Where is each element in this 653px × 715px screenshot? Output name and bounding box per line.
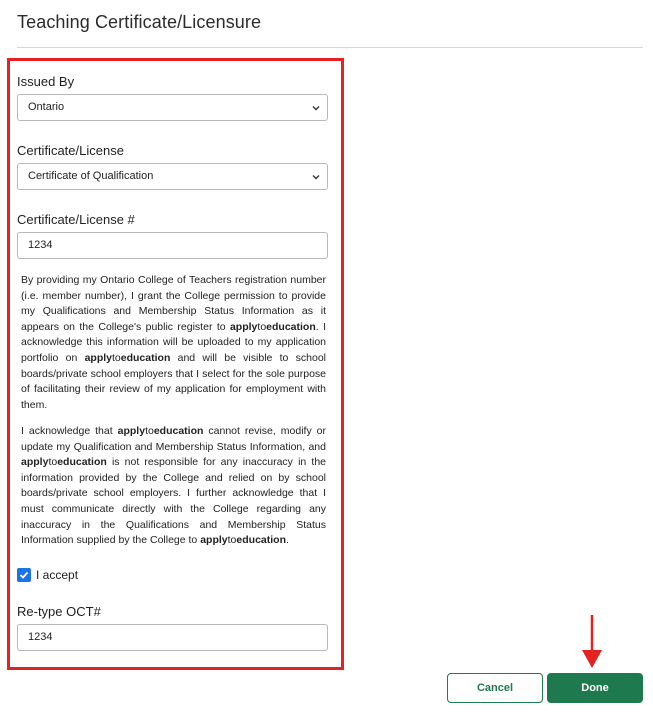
checkmark-icon [19,570,29,580]
license-number-input[interactable]: 1234 [17,232,328,259]
issued-by-value: Ontario [28,101,65,113]
title-divider [17,47,643,48]
cancel-button[interactable]: Cancel [447,673,543,703]
issued-by-label: Issued By [17,74,75,89]
accept-label: I accept [36,568,79,582]
accept-checkbox[interactable] [17,568,31,582]
license-number-label: Certificate/License # [17,212,135,227]
retype-oct-label: Re-type OCT# [17,604,101,619]
consent-paragraph-2: I acknowledge that applytoeducation cannot revise, modify or update my Qualification and Membership Status Information, and applytoeducation is not responsible for any inaccuracy in the information provided by the College and relied on by school boards/private school employers. I further acknowledge that I must communicate directly with the College regarding any inaccuracy in the Qualifications and Membership Status Information supplied by the College to applytoeducation. [21,425,326,547]
issued-by-select[interactable] [17,94,328,121]
arrow-down-icon [580,614,604,670]
certificate-label: Certificate/License [17,143,124,158]
page-title: Teaching Certificate/Licensure [17,12,262,32]
chevron-down-icon [311,103,321,113]
done-button[interactable]: Done [547,673,643,703]
retype-oct-input[interactable]: 1234 [17,624,328,651]
certificate-value: Certificate of Qualification [28,170,154,182]
certificate-select[interactable] [17,163,328,190]
chevron-down-icon [311,172,321,182]
consent-paragraph-1: By providing my Ontario College of Teachers registration number (i.e. member number), I grant the College permission to provide my Qualifications and Membership Status Information as it appears on the College's public register to applytoeducation. I acknowledge this information will be uploaded to my application portfolio on applytoeducation and will be visible to school boards/private school employers that I select for the sole purpose of facilitating their review of my application for employment with them. [21,274,326,411]
